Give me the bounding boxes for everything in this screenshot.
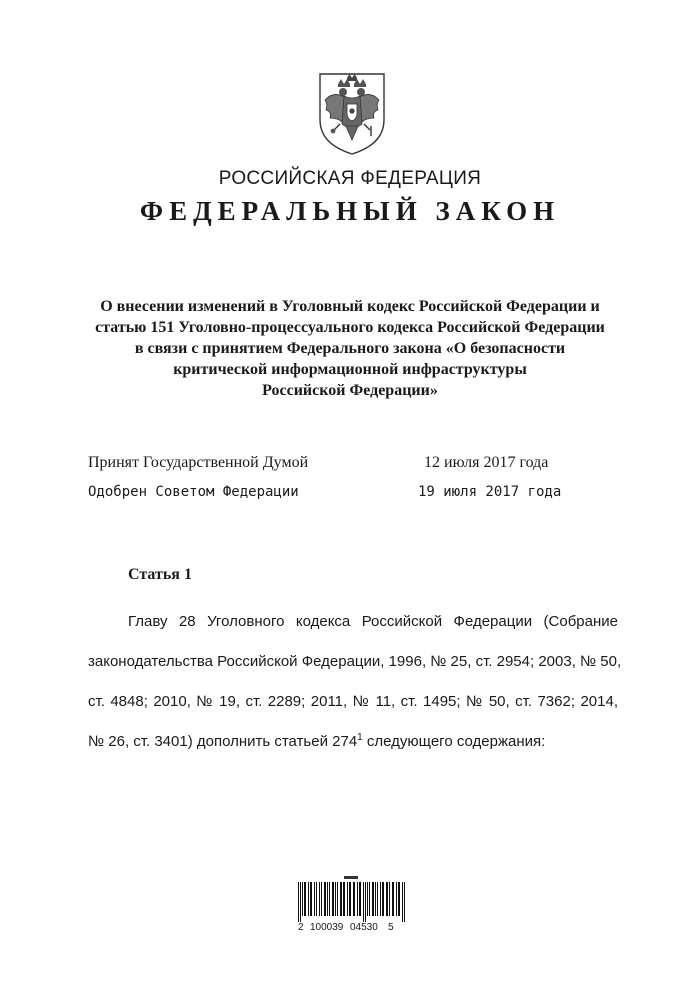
barcode-bar bbox=[302, 882, 303, 916]
barcode-bar bbox=[367, 882, 368, 916]
duma-adoption-label: Принят Государственной Думой bbox=[88, 454, 309, 471]
barcode-bar bbox=[349, 882, 351, 916]
barcode-header-mark bbox=[344, 876, 358, 879]
barcode-bar bbox=[372, 882, 374, 916]
law-title-line: статью 151 Уголовно-процессуального кодекса Российской Федерации bbox=[95, 319, 605, 336]
law-title bbox=[70, 296, 630, 401]
barcode-bar bbox=[335, 882, 336, 916]
duma-adoption-date: 12 июля 2017 года bbox=[424, 454, 549, 471]
barcode bbox=[286, 876, 416, 940]
barcode-guard-bar bbox=[404, 882, 405, 922]
law-title-line: Российской Федерации» bbox=[262, 382, 438, 399]
country-name: РОССИЙСКАЯ ФЕДЕРАЦИЯ bbox=[218, 168, 482, 189]
barcode-bar bbox=[392, 882, 394, 916]
law-title-line: в связи с принятием Федерального закона «О безопасности bbox=[134, 340, 566, 357]
barcode-bar bbox=[324, 882, 326, 916]
article-text-fragment: № 26, ст. 3401) дополнить статьей 274 bbox=[88, 733, 358, 750]
barcode-bar bbox=[396, 882, 397, 916]
barcode-bar bbox=[369, 882, 370, 916]
article-text-line-last bbox=[88, 722, 618, 762]
law-title-line: О внесении изменений в Уголовный кодекс Российской Федерации и bbox=[100, 298, 600, 315]
barcode-bar bbox=[304, 882, 306, 916]
article-text-line: ст. 4848; 2010, № 19, ст. 2289; 2011, № 11, ст. 1495; № 50, ст. 7362; 2014, bbox=[88, 693, 618, 710]
barcode-bar bbox=[332, 882, 334, 916]
barcode-bar bbox=[386, 882, 388, 916]
law-type-heading: ФЕДЕРАЛЬНЫЙ ЗАКОН bbox=[139, 196, 561, 226]
barcode-bar bbox=[327, 882, 328, 916]
barcode-bar bbox=[310, 882, 312, 916]
barcode-bar bbox=[319, 882, 320, 916]
barcode-bar bbox=[375, 882, 376, 916]
article-text-line: Главу 28 Уголовного кодекса Российской Федерации (Собрание bbox=[128, 613, 618, 630]
barcode-bar bbox=[398, 882, 400, 916]
barcode-bar bbox=[343, 882, 345, 916]
barcode-bar bbox=[359, 882, 361, 916]
barcode-digits-group2: 04530 bbox=[350, 922, 378, 933]
barcode-digit-last: 5 bbox=[388, 922, 394, 933]
barcode-bar bbox=[357, 882, 358, 916]
article-heading: Статья 1 bbox=[128, 566, 192, 583]
barcode-icon bbox=[286, 876, 416, 922]
barcode-bar bbox=[316, 882, 317, 916]
coat-of-arms-icon bbox=[316, 70, 388, 156]
barcode-digits-group1: 100039 bbox=[310, 922, 344, 933]
barcode-bar bbox=[377, 882, 378, 916]
article-text-fragment: следующего содержания: bbox=[362, 733, 546, 750]
article-superscript: 1 bbox=[357, 732, 363, 743]
barcode-digit-first: 2 bbox=[298, 922, 304, 933]
barcode-bar bbox=[340, 882, 342, 916]
barcode-bar bbox=[389, 882, 390, 916]
barcode-guard-bar bbox=[363, 882, 364, 922]
barcode-guard-bar bbox=[402, 882, 403, 922]
barcode-bar bbox=[337, 882, 338, 916]
barcode-bar bbox=[314, 882, 315, 916]
article-body bbox=[88, 602, 622, 762]
barcode-bar bbox=[382, 882, 384, 916]
council-approval-label: Одобрен Советом Федерации bbox=[88, 484, 299, 500]
council-approval-date: 19 июля 2017 года bbox=[418, 484, 562, 500]
barcode-guard-bar bbox=[365, 882, 366, 922]
barcode-bar bbox=[308, 882, 309, 916]
barcode-guard-bar bbox=[300, 882, 301, 922]
barcode-bar bbox=[347, 882, 348, 916]
barcode-guard-bar bbox=[298, 882, 299, 922]
barcode-bar bbox=[380, 882, 381, 916]
barcode-bar bbox=[353, 882, 355, 916]
barcode-bar bbox=[329, 882, 330, 916]
law-title-line: критической информационной инфраструктуры bbox=[173, 361, 527, 378]
article-text-line: законодательства Российской Федерации, 1996, № 25, ст. 2954; 2003, № 50, bbox=[88, 653, 622, 670]
barcode-bar bbox=[321, 882, 322, 916]
